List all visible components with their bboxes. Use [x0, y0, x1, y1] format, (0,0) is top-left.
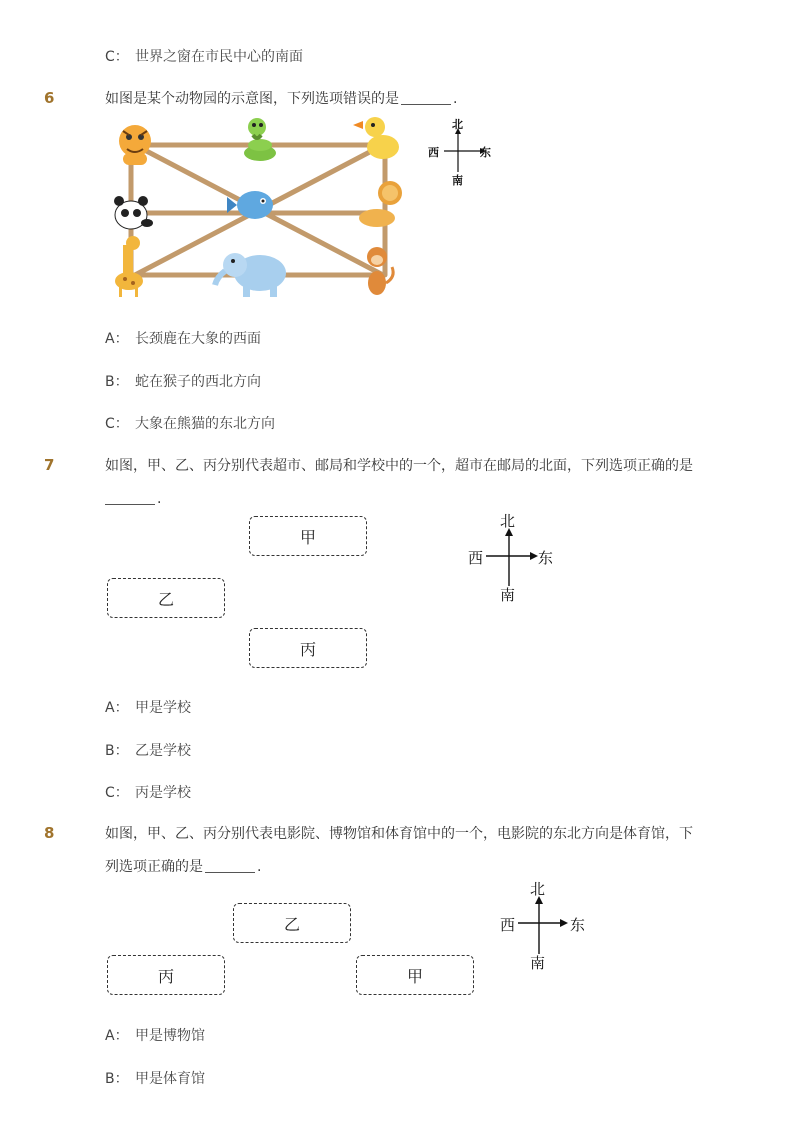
compass-west: 西: [468, 549, 484, 567]
compass-south: 南: [500, 586, 516, 604]
option-label: B：: [105, 374, 129, 390]
option-label: B：: [105, 1071, 129, 1087]
option-text: 甲是博物馆: [135, 1028, 205, 1044]
question-text-end: .: [453, 91, 458, 107]
compass-north: 北: [452, 118, 463, 131]
option-label: B：: [105, 743, 129, 759]
compass-north: 北: [530, 880, 546, 898]
q7-option-b[interactable]: [105, 740, 191, 760]
q8-option-b[interactable]: [105, 1068, 205, 1088]
question-text-main: 如图是某个动物园的示意图，下列选项错误的是: [105, 91, 399, 107]
question-number: 8: [44, 824, 55, 842]
option-text: 乙是学校: [135, 743, 191, 759]
compass-east: 东: [570, 916, 586, 934]
panda-icon: [114, 196, 153, 229]
giraffe-icon: [115, 236, 143, 297]
zoo-diagram: [105, 113, 405, 303]
lion-icon: [359, 181, 402, 227]
q7-option-c[interactable]: [105, 782, 191, 802]
compass-south: 南: [452, 174, 463, 187]
tiger-icon: [119, 125, 151, 165]
question-text: 如图，甲、乙、丙分别代表超市、邮局和学校中的一个，超市在邮局的北面，下列选项正确的是: [105, 458, 693, 474]
prev-option-c[interactable]: [105, 46, 303, 66]
q7-option-a[interactable]: [105, 697, 191, 717]
question-text: 如图，甲、乙、丙分别代表电影院、博物馆和体育馆中的一个，电影院的东北方向是体育馆，下: [105, 826, 693, 842]
option-label: C：: [105, 785, 129, 801]
option-text: 大象在熊猫的东北方向: [135, 416, 275, 432]
option-label: A：: [105, 331, 129, 347]
option-label: A：: [105, 700, 129, 716]
question-number: 7: [44, 456, 55, 474]
compass-north: 北: [500, 512, 516, 530]
option-text: 蛇在猴子的西北方向: [135, 374, 261, 390]
question-text-end: .: [257, 859, 262, 875]
compass-west: 西: [428, 146, 439, 159]
option-label: C：: [105, 49, 129, 65]
q6-option-c[interactable]: [105, 413, 275, 433]
snake-icon: [244, 118, 276, 161]
question-text-line2: [105, 857, 261, 877]
q8-option-a[interactable]: [105, 1025, 205, 1045]
question-number: 6: [44, 89, 55, 107]
compass-east: 东: [480, 146, 491, 159]
q6-option-b[interactable]: [105, 371, 261, 391]
question-text-end: .: [157, 491, 162, 507]
answer-blank: [105, 504, 155, 505]
compass-q6: [428, 120, 494, 186]
option-label: C：: [105, 416, 129, 432]
box-bing: 丙: [249, 628, 367, 668]
q6-option-a[interactable]: [105, 328, 261, 348]
compass-south: 南: [530, 954, 546, 972]
option-label: A：: [105, 1028, 129, 1044]
box-yi: 乙: [107, 578, 225, 618]
box-jia: 甲: [356, 955, 474, 995]
question-text: [105, 89, 457, 109]
option-text: 甲是学校: [135, 700, 191, 716]
option-text: 世界之窗在市民中心的南面: [135, 49, 303, 65]
duck-icon: [353, 117, 399, 159]
question-text-line2: [105, 489, 161, 509]
question-text-main: 列选项正确的是: [105, 859, 203, 875]
box-yi: 乙: [233, 903, 351, 943]
option-text: 丙是学校: [135, 785, 191, 801]
box-jia: 甲: [249, 516, 367, 556]
box-bing: 丙: [107, 955, 225, 995]
option-text: 长颈鹿在大象的西面: [135, 331, 261, 347]
compass-q8: [498, 878, 590, 972]
compass-q7: [466, 510, 558, 604]
compass-west: 西: [500, 916, 516, 934]
option-text: 甲是体育馆: [135, 1071, 205, 1087]
answer-blank: [205, 872, 255, 873]
answer-blank: [401, 104, 451, 105]
compass-east: 东: [538, 549, 554, 567]
